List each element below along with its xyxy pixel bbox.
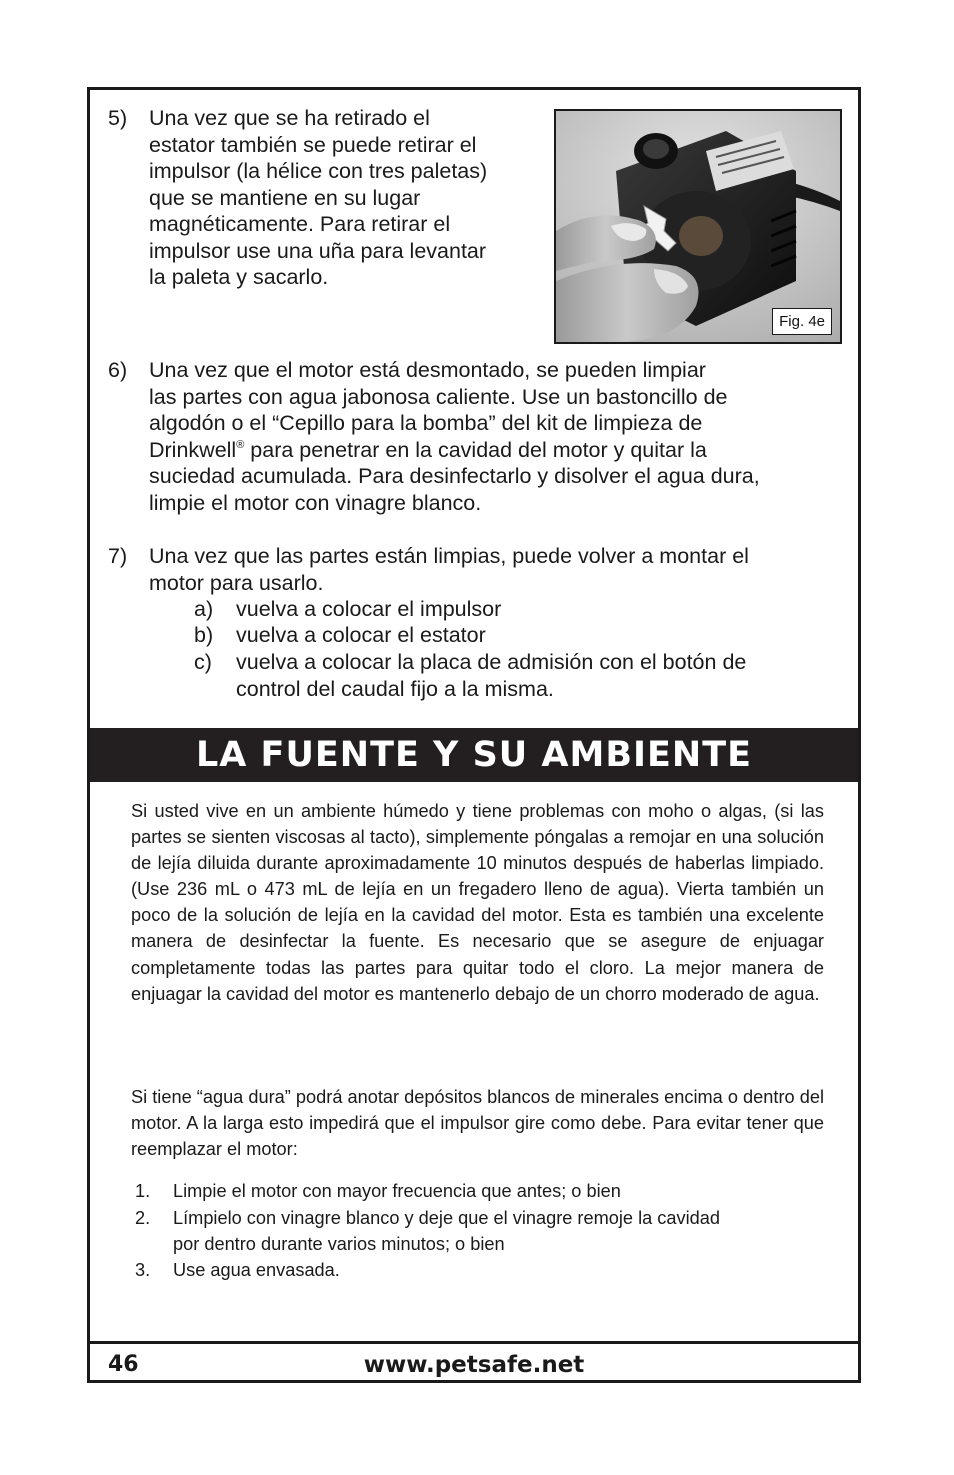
list-line: Límpielo con vinagre blanco y deje que el vinagre remoje la cavidad [173, 1208, 720, 1228]
website-url: www.petsafe.net [363, 1352, 585, 1378]
substep-line: vuelva a colocar la placa de admisión con el botón de [236, 650, 747, 674]
list-text: Use agua envasada. [173, 1260, 340, 1280]
paragraph: Si usted vive en un ambiente húmedo y tiene problemas con moho o algas, (si las partes se sienten viscosas al tacto), simplemente póngalas a remojar en una solución de lejía diluida durante aproximadamente 10 minutos después de haberlas limpiado. (Use 236 mL o 473 mL de lejía en un fregadero lleno de agua). Vierta también un poco de la solución de lejía en la cavidad del motor. Esta es también una excelente manera de desinfectar la fuente. Es necesario que se asegure de enjuagar completamente todas las partes para quitar todo el cloro. La mejor manera de enjuagar la cavidad del motor es mantenerlo debajo de un chorro moderado de agua. [131, 801, 824, 1004]
brand-name: Drinkwell [149, 437, 237, 462]
step-line: Una vez que las partes están limpias, puede volver a montar el [149, 544, 749, 568]
figure-photo [554, 109, 842, 344]
step-text [149, 543, 749, 596]
step-line: magnéticamente. Para retirar el [149, 212, 451, 236]
list-line: por dentro durante varios minutos; o bien [173, 1234, 505, 1255]
step-line: Una vez que se ha retirado el [149, 106, 430, 130]
step-line: impulsor (la hélice con tres paletas) [149, 159, 488, 183]
substep-label: c) [194, 650, 212, 674]
step-line: la paleta y sacarlo. [149, 265, 329, 289]
paragraph: Si tiene “agua dura” podrá anotar depósitos blancos de minerales encima o dentro del motor. A la larga esto impedirá que el impulsor gire como debe. Para evitar tener que reemplazar el motor: [131, 1087, 824, 1160]
step-number: 7) [108, 544, 128, 568]
list-number: 1. [135, 1181, 151, 1201]
step-line: motor para usarlo. [149, 570, 324, 595]
step-line: algodón o el “Cepillo para la bomba” del kit de limpieza de [149, 411, 703, 435]
substep-label: a) [194, 597, 214, 621]
registered-mark: ® [236, 438, 245, 451]
section-banner [90, 728, 858, 782]
step-line: estator también se puede retirar el [149, 132, 477, 157]
substep-line: control del caudal fijo a la misma. [236, 676, 554, 701]
step-line: impulsor use una uña para levantar [149, 238, 487, 263]
step-line [149, 437, 760, 464]
section-title: LA FUENTE Y SU AMBIENTE [195, 735, 752, 775]
list-number: 3. [135, 1260, 151, 1280]
step-text [149, 357, 760, 516]
footer-divider [90, 1341, 858, 1344]
page-number: 46 [108, 1352, 139, 1377]
step-line: Una vez que el motor está desmontado, se pueden limpiar [149, 358, 706, 382]
substep-text: vuelva a colocar el estator [236, 623, 486, 647]
list-text: Limpie el motor con mayor frecuencia que antes; o bien [173, 1181, 621, 1201]
step-line: las partes con agua jabonosa caliente. Use un bastoncillo de [149, 384, 728, 409]
list-number: 2. [135, 1208, 151, 1228]
figure-label: Fig. 4e [772, 308, 832, 335]
step-number: 6) [108, 358, 128, 382]
step-number: 5) [108, 106, 128, 130]
substep-text [236, 649, 836, 702]
step-line: suciedad acumulada. Para desinfectarlo y disolver el agua dura, [149, 464, 760, 488]
substep-text: vuelva a colocar el impulsor [236, 597, 502, 621]
substep-label: b) [194, 623, 214, 647]
step-line: que se mantiene en su lugar [149, 185, 421, 210]
step-text [149, 105, 487, 291]
step-line: limpie el motor con vinagre blanco. [149, 490, 482, 515]
list-text [173, 1205, 833, 1257]
step-line-rest: para penetrar en la cavidad del motor y quitar la [244, 437, 707, 462]
